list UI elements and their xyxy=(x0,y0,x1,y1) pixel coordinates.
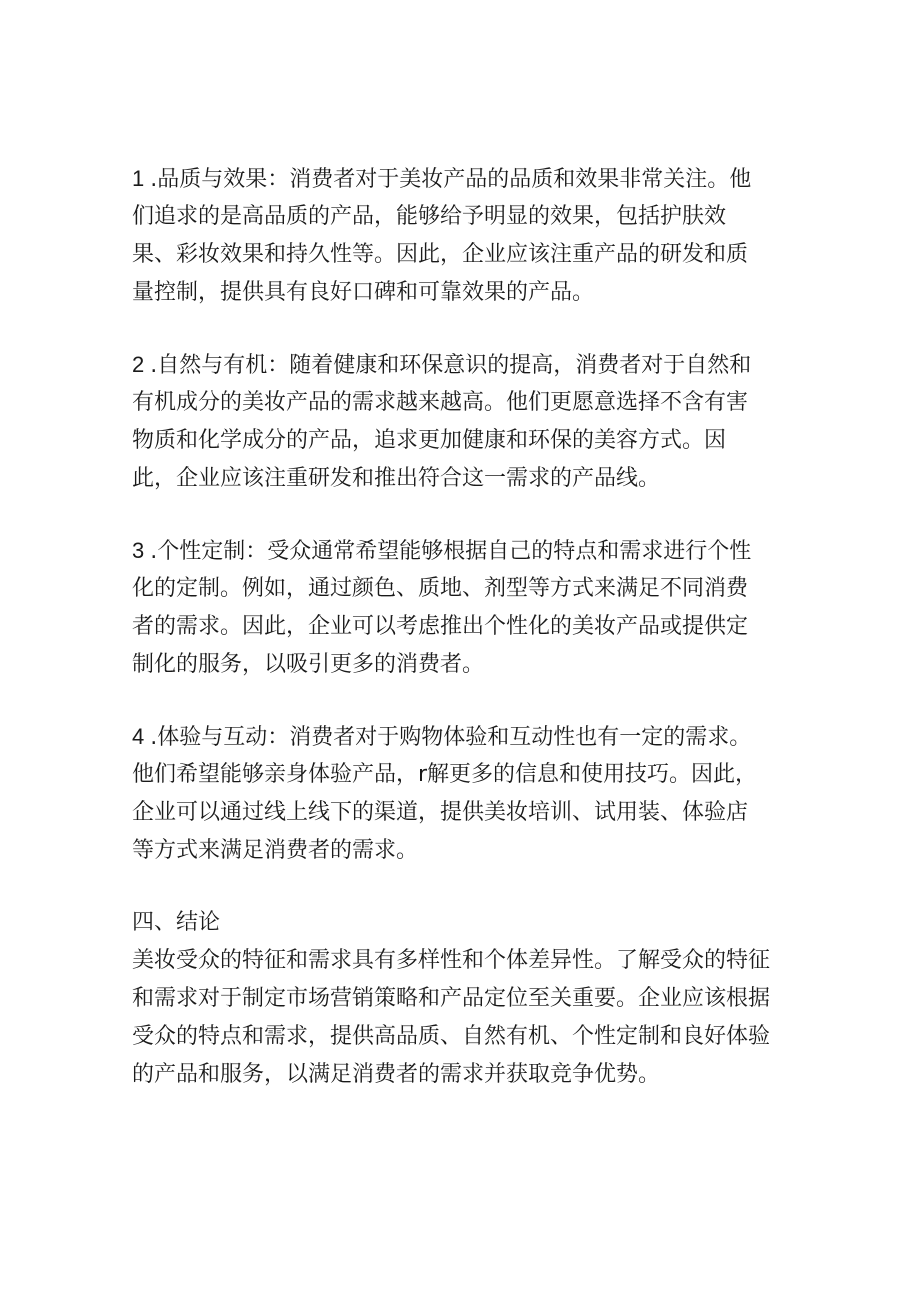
line-text: .品质与效果：消费者对于美妆产品的品质和效果非常关注。他 xyxy=(150,167,752,192)
section-1 xyxy=(132,160,812,312)
section-4 xyxy=(132,718,812,870)
section-3 xyxy=(132,532,812,684)
paragraph-line: 化的定制。例如，通过颜色、质地、剂型等方式来满足不同消费 xyxy=(132,576,749,601)
line-text: .个性定制：受众通常希望能够根据自己的特点和需求进行个性 xyxy=(150,539,752,564)
paragraph-line: 此，企业应该注重研发和推出符合这一需求的产品线。 xyxy=(132,466,661,491)
paragraph-line: 果、彩妆效果和持久性等。因此，企业应该注重产品的研发和质 xyxy=(132,242,749,267)
conclusion-heading: 四、结论 xyxy=(132,910,221,935)
section-number: 4 xyxy=(132,724,145,749)
section-2 xyxy=(132,346,812,498)
paragraph-line: 和需求对于制定市场营销策略和产品定位至关重要。企业应该根据 xyxy=(132,986,771,1011)
paragraph-line: 有机成分的美妆产品的需求越来越高。他们更愿意选择不含有害 xyxy=(132,390,749,415)
paragraph-line: 他们希望能够亲身体验产品，r解更多的信息和使用技巧。因此， xyxy=(132,762,758,787)
paragraph-line: 等方式来满足消费者的需求。 xyxy=(132,838,419,863)
paragraph-line xyxy=(132,346,812,384)
line-text: .自然与有机：随着健康和环保意识的提高，消费者对于自然和 xyxy=(150,353,752,378)
paragraph-line: 物质和化学成分的产品，追求更加健康和环保的美容方式。因 xyxy=(132,428,727,453)
paragraph-line: 者的需求。因此，企业可以考虑推出个性化的美妆产品或提供定 xyxy=(132,614,749,639)
paragraph-line: 美妆受众的特征和需求具有多样性和个体差异性。了解受众的特征 xyxy=(132,948,771,973)
paragraph-line xyxy=(132,718,812,756)
section-number: 2 xyxy=(132,352,145,377)
paragraph-line: 受众的特点和需求，提供高品质、自然有机、个性定制和良好体验 xyxy=(132,1024,771,1049)
section-number: 1 xyxy=(132,166,145,191)
line-text: .体验与互动：消费者对于购物体验和互动性也有一定的需求。 xyxy=(150,725,752,750)
paragraph-line: 量控制，提供具有良好口碑和可靠效果的产品。 xyxy=(132,280,595,305)
paragraph-line: 的产品和服务，以满足消费者的需求并获取竞争优势。 xyxy=(132,1062,661,1087)
paragraph-line: 企业可以通过线上线下的渠道，提供美妆培训、试用装、体验店 xyxy=(132,800,749,825)
paragraph-line: 们追求的是高品质的产品，能够给予明显的效果，包括护肤效 xyxy=(132,204,727,229)
section-number: 3 xyxy=(132,538,145,563)
paragraph-line xyxy=(132,532,812,570)
document-body xyxy=(132,160,812,1128)
conclusion-section xyxy=(132,904,812,1094)
paragraph-line: 制化的服务，以吸引更多的消费者。 xyxy=(132,652,485,677)
paragraph-line xyxy=(132,160,812,198)
